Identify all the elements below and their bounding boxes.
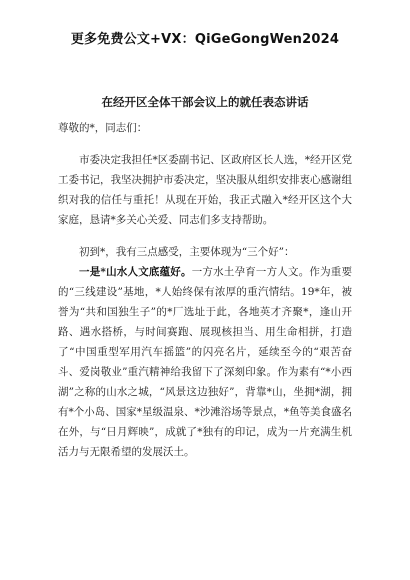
document-body xyxy=(58,118,352,462)
document-title: 在经开区全体干部会议上的就任表态讲话 xyxy=(101,95,309,109)
paragraph-lead: 一是*山水人文底蕴好。 xyxy=(79,266,192,278)
salutation: 尊敬的*，同志们： xyxy=(58,122,148,134)
paragraph-impressions xyxy=(58,242,352,262)
paragraph-landscape-culture xyxy=(58,262,352,462)
paragraph-appointment xyxy=(58,150,352,230)
paragraph-text: 一方水土孕育一方人文。作为重要的“三线建设”基地，*人始终保有浓厚的重汽情结。19*年，被誉为“共和国独生子”的*厂选址于此，各地英才齐聚*，逢山开路、遇水搭桥，与时间赛跑、展现核担当、用生命相拼，打造了“中国重型军用汽车摇篮”的闪亮名片，延续至今的“艰苦奋斗、爱岗敬业”重汽精神给我留下了深刻印象。作为素有“*小西湖”之称的山水之城，“风景这边独好”，背靠*山，坐拥*湖，拥有*个小岛、国家*星级温泉、*沙滩浴场等景点，*鱼等美食盛名在外，与“日月辉映”，成就了*独有的印记，成为一片充满生机活力与无限希望的发展沃土。 xyxy=(58,266,353,458)
paragraph-text: 市委决定我担任*区委副书记、区政府区长人选，*经开区党工委书记，我坚决拥护市委决定，坚决服从组织安排衷心感谢组织对我的信任与重托！从现在开始，我正式融入*经开区这个大家庭，恳请*多关心关爱、同志们多支持帮助。 xyxy=(58,154,352,226)
promo-banner: 更多免费公文+VX：QiGeGongWen2024 xyxy=(70,32,340,47)
paragraph-text: 初到*，我有三点感受，主要体现为“三个好”： xyxy=(79,246,295,258)
